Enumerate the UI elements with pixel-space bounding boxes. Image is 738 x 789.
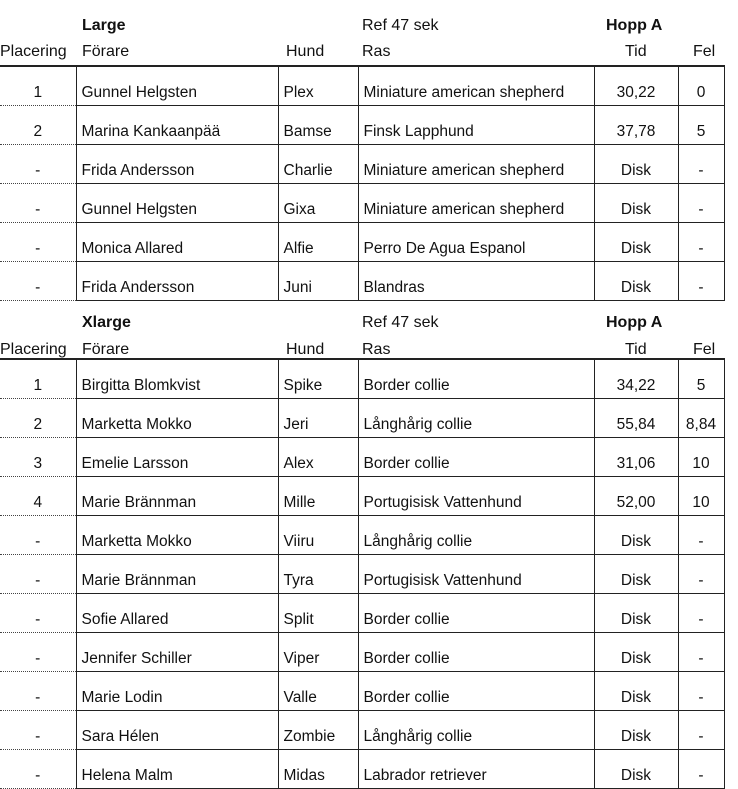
cell-ras: Långhårig collie — [358, 516, 594, 555]
col-header-hund: Hund — [286, 341, 325, 358]
cell-fel: - — [678, 711, 724, 750]
cell-forare: Helena Malm — [76, 750, 278, 789]
cell-ras: Långhårig collie — [358, 399, 594, 438]
cell-fel: - — [678, 672, 724, 711]
cell-placering: - — [0, 750, 76, 789]
cell-tid: Disk — [594, 633, 678, 672]
course-title: Hopp A — [606, 17, 663, 34]
cell-placering: 3 — [0, 438, 76, 477]
cell-ras: Border collie — [358, 672, 594, 711]
cell-forare: Gunnel Helgsten — [76, 184, 278, 223]
cell-hund: Juni — [278, 262, 358, 301]
cell-tid: 37,78 — [594, 106, 678, 145]
cell-fel: - — [678, 184, 724, 223]
cell-fel: 8,84 — [678, 399, 724, 438]
ref-time: Ref 47 sek — [362, 17, 439, 34]
col-header-hund: Hund — [286, 43, 325, 60]
cell-ras: Miniature american shepherd — [358, 66, 594, 106]
cell-forare: Frida Andersson — [76, 262, 278, 301]
class-title: Large — [82, 17, 126, 34]
cell-hund: Midas — [278, 750, 358, 789]
cell-placering: - — [0, 262, 76, 301]
cell-tid: Disk — [594, 262, 678, 301]
cell-placering: - — [0, 594, 76, 633]
cell-ras: Portugisisk Vattenhund — [358, 477, 594, 516]
cell-placering: - — [0, 223, 76, 262]
col-header-tid: Tid — [625, 341, 647, 358]
cell-hund: Split — [278, 594, 358, 633]
cell-fel: - — [678, 555, 724, 594]
cell-hund: Viiru — [278, 516, 358, 555]
col-header-ras: Ras — [362, 341, 391, 358]
cell-hund: Tyra — [278, 555, 358, 594]
cell-fel: - — [678, 594, 724, 633]
cell-fel: - — [678, 750, 724, 789]
cell-ras: Långhårig collie — [358, 711, 594, 750]
table-row — [0, 262, 724, 301]
course-title: Hopp A — [606, 314, 663, 331]
cell-fel: 0 — [678, 66, 724, 106]
table-row — [0, 399, 724, 438]
class-title: Xlarge — [82, 314, 131, 331]
cell-ras: Miniature american shepherd — [358, 184, 594, 223]
table-row — [0, 438, 724, 477]
cell-forare: Monica Allared — [76, 223, 278, 262]
results-table-large — [0, 65, 725, 301]
cell-placering: 4 — [0, 477, 76, 516]
cell-hund: Charlie — [278, 145, 358, 184]
cell-placering: - — [0, 672, 76, 711]
cell-ras: Finsk Lapphund — [358, 106, 594, 145]
cell-hund: Zombie — [278, 711, 358, 750]
cell-ras: Border collie — [358, 438, 594, 477]
cell-tid: Disk — [594, 223, 678, 262]
results-section-large — [0, 0, 738, 296]
cell-ras: Blandras — [358, 262, 594, 301]
table-row — [0, 750, 724, 789]
cell-tid: Disk — [594, 672, 678, 711]
results-section-xlarge — [0, 305, 738, 784]
cell-forare: Marie Brännman — [76, 477, 278, 516]
cell-placering: - — [0, 184, 76, 223]
cell-forare: Marketta Mokko — [76, 516, 278, 555]
cell-ras: Perro De Agua Espanol — [358, 223, 594, 262]
table-row — [0, 66, 724, 106]
col-header-placering: Placering — [0, 43, 67, 60]
cell-placering: - — [0, 516, 76, 555]
cell-placering: - — [0, 711, 76, 750]
cell-hund: Bamse — [278, 106, 358, 145]
cell-fel: 10 — [678, 477, 724, 516]
cell-tid: Disk — [594, 711, 678, 750]
col-header-fel: Fel — [693, 43, 716, 60]
col-header-forare: Förare — [82, 341, 130, 358]
table-row — [0, 184, 724, 223]
cell-tid: Disk — [594, 184, 678, 223]
cell-tid: Disk — [594, 555, 678, 594]
cell-hund: Spike — [278, 359, 358, 399]
table-row — [0, 477, 724, 516]
cell-fel: - — [678, 223, 724, 262]
table-row — [0, 106, 724, 145]
table-row — [0, 633, 724, 672]
cell-forare: Emelie Larsson — [76, 438, 278, 477]
table-row — [0, 711, 724, 750]
cell-hund: Gixa — [278, 184, 358, 223]
col-header-forare: Förare — [82, 43, 130, 60]
cell-hund: Plex — [278, 66, 358, 106]
cell-forare: Marketta Mokko — [76, 399, 278, 438]
cell-forare: Sofie Allared — [76, 594, 278, 633]
table-row — [0, 359, 724, 399]
cell-forare: Gunnel Helgsten — [76, 66, 278, 106]
cell-forare: Marie Brännman — [76, 555, 278, 594]
table-row — [0, 555, 724, 594]
table-row — [0, 145, 724, 184]
cell-placering: 1 — [0, 66, 76, 106]
cell-fel: 10 — [678, 438, 724, 477]
cell-hund: Viper — [278, 633, 358, 672]
cell-placering: - — [0, 555, 76, 594]
cell-tid: 55,84 — [594, 399, 678, 438]
cell-hund: Valle — [278, 672, 358, 711]
table-row — [0, 594, 724, 633]
cell-tid: Disk — [594, 516, 678, 555]
cell-fel: - — [678, 262, 724, 301]
cell-placering: - — [0, 633, 76, 672]
cell-tid: 31,06 — [594, 438, 678, 477]
col-header-fel: Fel — [693, 341, 716, 358]
cell-forare: Marie Lodin — [76, 672, 278, 711]
cell-fel: - — [678, 633, 724, 672]
cell-ras: Miniature american shepherd — [358, 145, 594, 184]
cell-placering: 1 — [0, 359, 76, 399]
cell-hund: Mille — [278, 477, 358, 516]
cell-placering: 2 — [0, 106, 76, 145]
cell-fel: 5 — [678, 359, 724, 399]
cell-forare: Sara Hélen — [76, 711, 278, 750]
cell-tid: Disk — [594, 750, 678, 789]
cell-ras: Border collie — [358, 633, 594, 672]
cell-fel: 5 — [678, 106, 724, 145]
cell-fel: - — [678, 145, 724, 184]
cell-forare: Marina Kankaanpää — [76, 106, 278, 145]
cell-tid: Disk — [594, 145, 678, 184]
cell-forare: Frida Andersson — [76, 145, 278, 184]
cell-ras: Portugisisk Vattenhund — [358, 555, 594, 594]
table-row — [0, 672, 724, 711]
cell-placering: - — [0, 145, 76, 184]
cell-tid: 30,22 — [594, 66, 678, 106]
cell-forare: Birgitta Blomkvist — [76, 359, 278, 399]
cell-hund: Alex — [278, 438, 358, 477]
col-header-placering: Placering — [0, 341, 67, 358]
col-header-tid: Tid — [625, 43, 647, 60]
cell-tid: 34,22 — [594, 359, 678, 399]
cell-placering: 2 — [0, 399, 76, 438]
table-row — [0, 223, 724, 262]
cell-fel: - — [678, 516, 724, 555]
results-table-xlarge — [0, 358, 725, 789]
cell-tid: 52,00 — [594, 477, 678, 516]
cell-hund: Jeri — [278, 399, 358, 438]
col-header-ras: Ras — [362, 43, 391, 60]
ref-time: Ref 47 sek — [362, 314, 439, 331]
table-row — [0, 516, 724, 555]
cell-tid: Disk — [594, 594, 678, 633]
cell-ras: Border collie — [358, 359, 594, 399]
cell-ras: Border collie — [358, 594, 594, 633]
cell-forare: Jennifer Schiller — [76, 633, 278, 672]
cell-hund: Alfie — [278, 223, 358, 262]
cell-ras: Labrador retriever — [358, 750, 594, 789]
